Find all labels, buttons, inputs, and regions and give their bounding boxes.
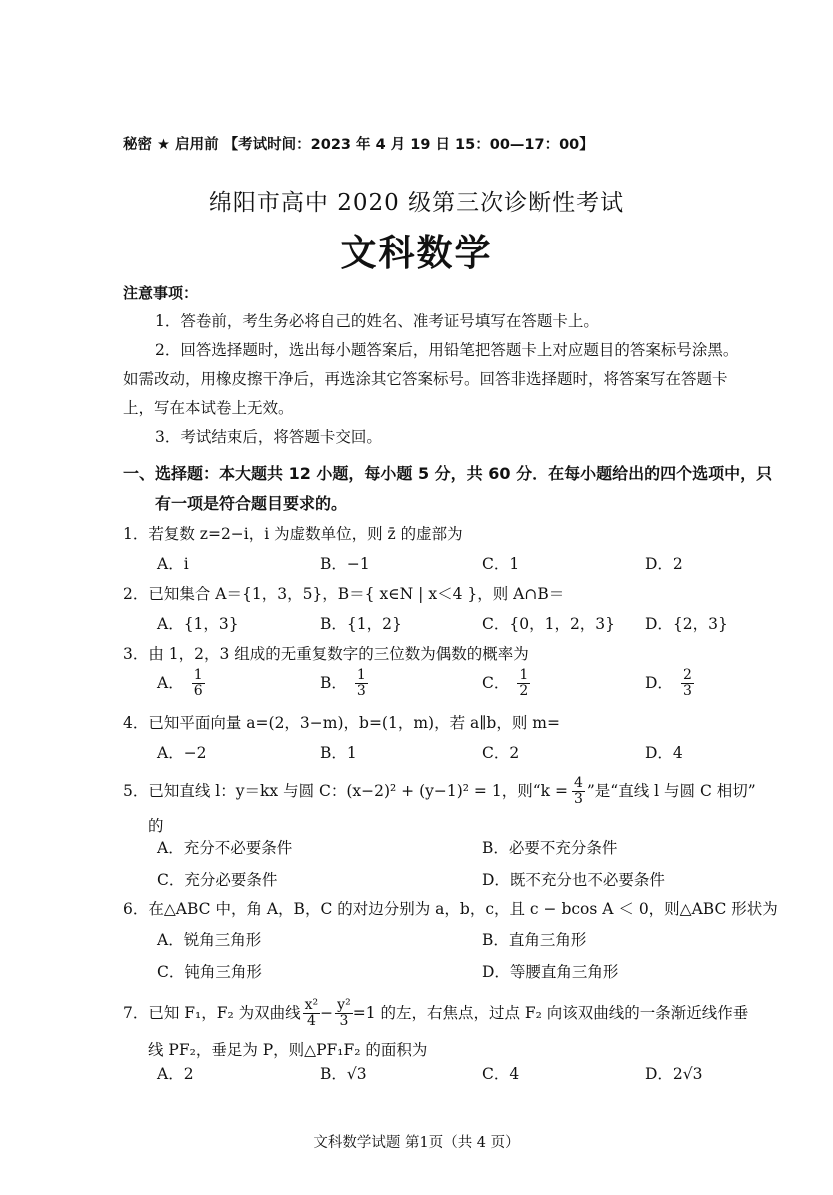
- question-2-stem: 2．已知集合 A＝{1，3，5}，B＝{ x∈N | x＜4 }，则 A∩B＝: [123, 585, 565, 603]
- exam-time-header: 秘密 ★ 启用前 【考试时间：2023 年 4 月 19 日 15：00—17：00】: [123, 137, 594, 153]
- q4-option-d: D．4: [645, 744, 683, 762]
- q4-option-b: B．1: [320, 744, 357, 762]
- q2-option-c: C．{0，1，2，3}: [482, 615, 616, 633]
- notice-item-2-line3: 上，写在本试卷上无效。: [123, 399, 294, 417]
- q5-option-a: A．充分不必要条件: [157, 839, 293, 857]
- subject-title: 文科数学: [340, 233, 493, 274]
- notice-heading: 注意事项：: [123, 284, 199, 302]
- q5-option-d: D．既不充分也不必要条件: [482, 871, 665, 889]
- q7-option-a: A．2: [157, 1065, 194, 1083]
- q2-option-d: D．{2，3}: [645, 615, 728, 633]
- q6-option-d: D．等腰直角三角形: [482, 963, 619, 981]
- question-6-stem: 6．在△ABC 中，角 A，B，C 的对边分别为 a，b，c，且 c − bcos A ＜ 0，则△ABC 形状为: [123, 900, 778, 918]
- q3-option-a: A． $\frac{1}{6}$: [157, 667, 203, 700]
- question-7-stem-line2: 线 PF₂，垂足为 P，则△PF₁F₂ 的面积为: [148, 1041, 428, 1059]
- q6-option-c: C．钝角三角形: [157, 963, 262, 981]
- section-heading-line1: 一、选择题：本大题共 12 小题，每小题 5 分，共 60 分．在每小题给出的四个选项中，只: [123, 464, 773, 483]
- question-3-stem: 3．由 1，2，3 组成的无重复数字的三位数为偶数的概率为: [123, 645, 529, 663]
- q3-option-d: D． $\frac{2}{3}$: [645, 667, 692, 700]
- question-4-stem: 4．已知平面向量 a=(2，3−m)，b=(1，m)，若 a∥b，则 m=: [123, 714, 560, 732]
- notice-item-3: 3．考试结束后，将答题卡交回。: [155, 428, 382, 446]
- question-7-stem: 7．已知 F₁，F₂ 为双曲线 $\frac{\text{x²}}{4}$ − $\frac{\text{y²}}{3}$ =1 的左，右焦点，过点 F₂ 向该双曲线的一条渐近线作垂: [123, 997, 749, 1030]
- q5-option-b: B．必要不充分条件: [482, 839, 618, 857]
- notice-item-1: 1．答卷前，考生务必将自己的姓名、准考证号填写在答题卡上。: [155, 312, 599, 330]
- q1-option-a: A．i: [157, 555, 189, 573]
- q1-option-d: D．2: [645, 555, 683, 573]
- q2-option-b: B．{1，2}: [320, 615, 402, 633]
- page-footer: 文科数学试题 第1页（共 4 页）: [313, 1135, 520, 1151]
- notice-item-2-line2: 如需改动，用橡皮擦干净后，再选涂其它答案标号。回答非选择题时，将答案写在答题卡: [123, 370, 728, 388]
- question-5-stem: 5．已知直线 l：y＝kx 与圆 C：(x−2)² + (y−1)² = 1，则“k = $\frac{4}{3}$ ”是“直线 l 与圆 C 相切”: [123, 775, 756, 808]
- q1-option-b: B．−1: [320, 555, 370, 573]
- q7-option-c: C．4: [482, 1065, 520, 1083]
- q7-option-b: B．√3: [320, 1065, 367, 1083]
- q4-option-c: C．2: [482, 744, 520, 762]
- q7-option-d: D．2√3: [645, 1065, 703, 1083]
- question-5-stem-line2: 的: [148, 817, 164, 835]
- q1-option-c: C．1: [482, 555, 520, 573]
- q3-option-c: C． $\frac{1}{2}$: [482, 667, 529, 700]
- q5-option-c: C．充分必要条件: [157, 871, 278, 889]
- q4-option-a: A．−2: [157, 744, 207, 762]
- exam-title: 绵阳市高中 2020 级第三次诊断性考试: [208, 190, 625, 216]
- q6-option-a: A．锐角三角形: [157, 931, 262, 949]
- q2-option-a: A．{1，3}: [157, 615, 239, 633]
- q6-option-b: B．直角三角形: [482, 931, 587, 949]
- section-heading-line2: 有一项是符合题目要求的。: [155, 494, 348, 513]
- q3-option-b: B． $\frac{1}{3}$: [320, 667, 366, 700]
- notice-item-2-line1: 2．回答选择题时，选出每小题答案后，用铅笔把答题卡上对应题目的答案标号涂黑。: [155, 341, 739, 359]
- question-1-stem: 1．若复数 z=2−i，i 为虚数单位，则 z̄ 的虚部为: [123, 525, 463, 543]
